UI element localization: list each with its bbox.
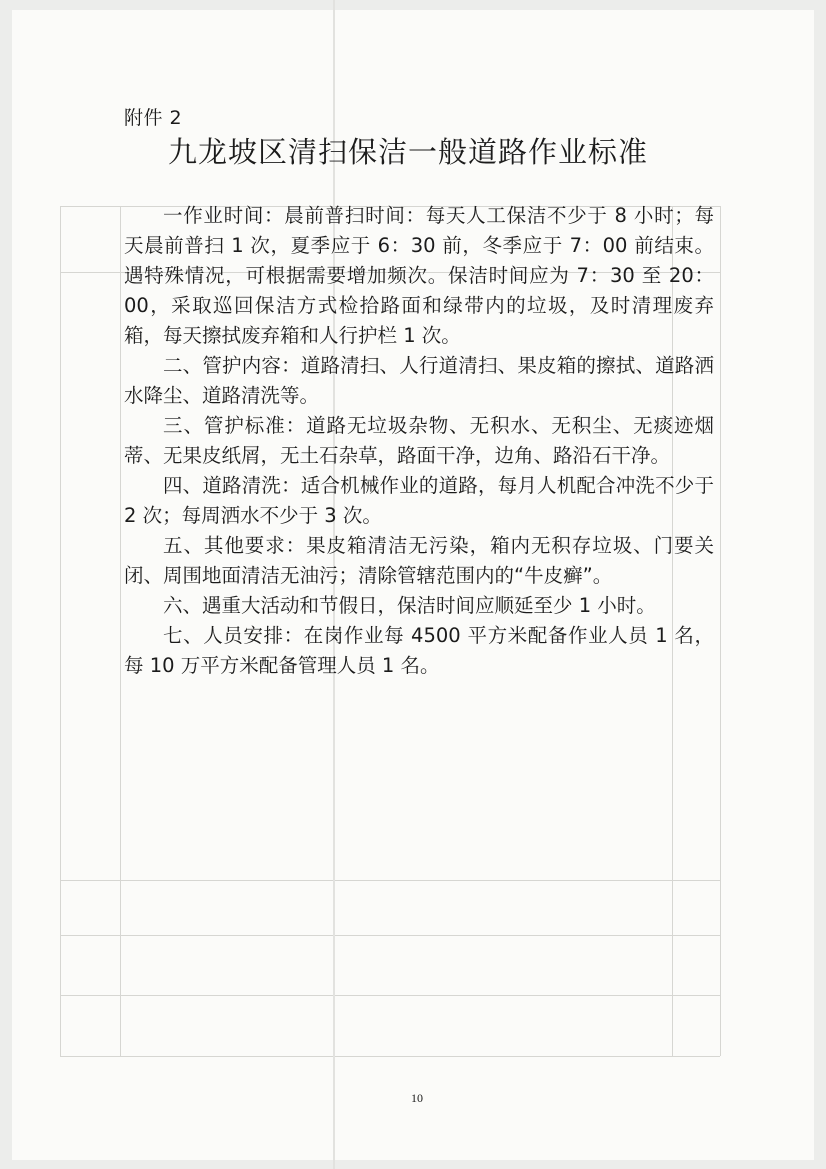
paragraph-holiday-extension: 六、遇重大活动和节假日，保洁时间应顺延至少 1 小时。 <box>163 594 656 617</box>
paragraph-work-time: 一作业时间：晨前普扫时间：每天人工保洁不少于 8 小时；每天晨前普扫 1 次，夏季应于 6：30 前，冬季应于 7：00 前结束。遇特殊情况，可根据需要增加频次。保洁时间应为 7：30 至 20：00，采取巡回保洁方式检拾路面和绿带内的垃圾，及时清理废弃箱，每天擦拭废弃箱和人行护栏 1 次。 <box>124 204 714 347</box>
document-body <box>124 201 714 681</box>
attachment-label: 附件 2 <box>124 107 183 129</box>
paragraph-staffing: 七、人员安排：在岗作业每 4500 平方米配备作业人员 1 名，每 10 万平方米配备管理人员 1 名。 <box>124 624 714 677</box>
document-title: 九龙坡区清扫保洁一般道路作业标准 <box>168 135 649 169</box>
paragraph-road-washing: 四、道路清洗：适合机械作业的道路，每月人机配合冲洗不少于 2 次；每周洒水不少于 3 次。 <box>124 474 714 527</box>
paragraph-maintenance-content: 二、管护内容：道路清扫、人行道清扫、果皮箱的擦拭、道路洒水降尘、道路清洗等。 <box>124 354 714 407</box>
page-number: 10 <box>411 1091 423 1105</box>
paragraph-maintenance-standard: 三、管护标准：道路无垃圾杂物、无积水、无积尘、无痰迹烟蒂、无果皮纸屑，无土石杂草，路面干净，边角、路沿石干净。 <box>124 414 714 467</box>
paragraph-other-requirements: 五、其他要求：果皮箱清洁无污染，箱内无积存垃圾、门要关闭、周围地面清洁无油污；清除管辖范围内的“牛皮癣”。 <box>124 534 714 587</box>
